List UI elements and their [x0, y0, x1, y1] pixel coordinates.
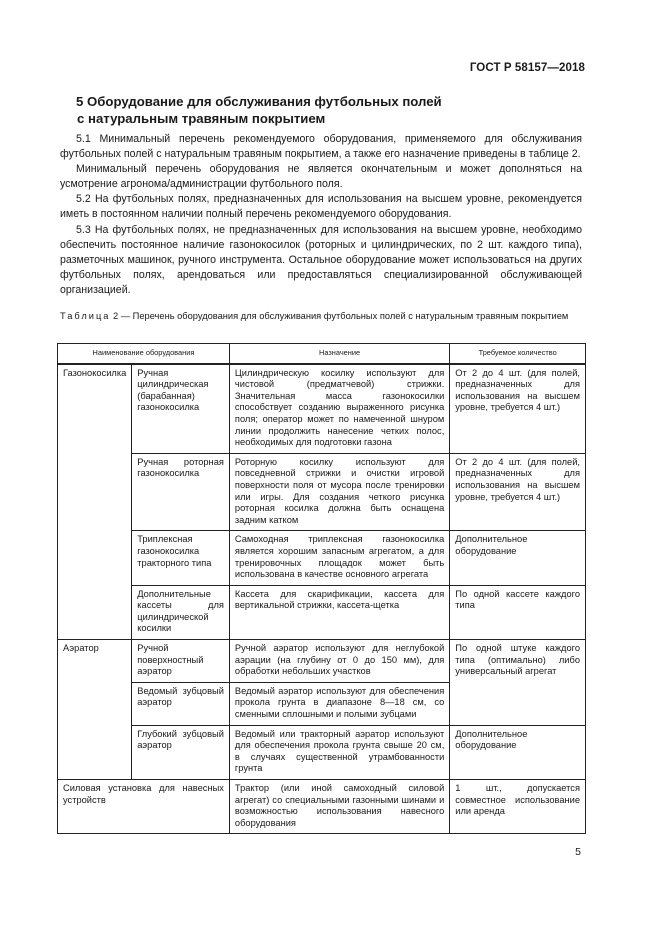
- table-header-row: [58, 344, 586, 364]
- equipment-purpose: Кассета для скарификации, кассета для вертикальной стрижки, кассета-щетка: [229, 585, 449, 639]
- body-text: [60, 132, 582, 298]
- equipment-type: Ручная цилиндрическая (барабанная) газонокосилка: [132, 364, 230, 454]
- equipment-purpose: Самоходная триплексная газонокосилка является хорошим запасным агрегатом, а для тренировочных площадок может быть использована в качестве основного агрегата: [229, 531, 449, 585]
- equipment-type: Силовая установка для навесных устройств: [58, 780, 230, 834]
- equipment-purpose: Ведомый или тракторный аэратор используют для обеспечения прокола грунта свыше 20 см, в случаях существенной утрамбованности грунта: [229, 725, 449, 779]
- equipment-type: Глубокий зубцовый аэратор: [132, 725, 230, 779]
- paragraph-5-2: 5.2 На футбольных полях, предназначенных для использования на высшем уровне, рекомендуется иметь в постоянном наличии полный перечень рекомендуемого оборудования.: [60, 193, 582, 221]
- table-caption-label: Таблица: [60, 311, 111, 321]
- table-row: [58, 531, 586, 585]
- table-row: [58, 364, 586, 454]
- equipment-quantity: 1 шт., допускается совместное использование или аренда: [450, 780, 586, 834]
- equipment-quantity: По одной штуке каждого типа (оптимально) либо универсальный агрегат: [450, 640, 586, 726]
- table-row: [58, 780, 586, 834]
- equipment-purpose: Ведомый аэратор используют для обеспечения прокола грунта в диапазоне 8—18 см, со сменными сплошными и полыми зубцами: [229, 682, 449, 725]
- header-equipment-name: Наименование оборудования: [58, 344, 230, 364]
- equipment-type: Дополнительные кассеты для цилиндрической косилки: [132, 585, 230, 639]
- header-quantity: Требуемое количество: [450, 344, 586, 364]
- group-aerator: Аэратор: [58, 640, 132, 780]
- document-code: ГОСТ Р 58157—2018: [469, 62, 585, 74]
- paragraph-5-3: 5.3 На футбольных полях, не предназначенных для использования на высшем уровне, необходимо обеспечить постоянное наличие газонокосилок (роторных и цилиндрических, по 2 шт. каждого типа), разметочных машинок, ручного инструмента. Остальное оборудование может использоваться на других футбольных полях, арендоваться или предоставляться специализированной обслуживающей организацией.: [60, 223, 582, 296]
- equipment-quantity: Дополнительное оборудование: [450, 531, 586, 585]
- page-number: 5: [575, 846, 581, 858]
- equipment-quantity: От 2 до 4 шт. (для полей, предназначенных для использования на высшем уровне, требуется 4 шт.): [450, 453, 586, 531]
- equipment-purpose: Ручной аэратор используют для неглубокой аэрации (на глубину от 0 до 150 мм), для обработки небольших участков: [229, 640, 449, 683]
- equipment-type: Ведомый зубцовый аэратор: [132, 682, 230, 725]
- section-heading: [76, 93, 576, 127]
- table-row: [58, 453, 586, 531]
- equipment-quantity: По одной кассете каждого типа: [450, 585, 586, 639]
- equipment-quantity: Дополнительное оборудование: [450, 725, 586, 779]
- equipment-type: Ручной поверхностный аэратор: [132, 640, 230, 683]
- equipment-table: [57, 343, 586, 834]
- group-mower: Газонокосилка: [58, 364, 132, 640]
- equipment-purpose: Трактор (или иной самоходный силовой агрегат) со специальными газонными шинами и возможностью использования навесного оборудования: [229, 780, 449, 834]
- table-row: [58, 725, 586, 779]
- equipment-type: Ручная роторная газонокосилка: [132, 453, 230, 531]
- table-caption-text: 2 — Перечень оборудования для обслуживания футбольных полей с натуральным травяным покрытием: [110, 311, 569, 321]
- table-caption: [60, 311, 582, 323]
- equipment-quantity: От 2 до 4 шт. (для полей, предназначенных для использования на высшем уровне, требуется 4 шт.): [450, 364, 586, 454]
- section-heading-line-1: 5 Оборудование для обслуживания футбольных полей: [76, 94, 442, 109]
- paragraph-5-1: 5.1 Минимальный перечень рекомендуемого оборудования, применяемого для обслуживания футбольных полей с натуральным травяным покрытием, а также его назначение приведены в таблице 2.: [60, 133, 582, 161]
- equipment-purpose: Роторную косилку используют для повседневной стрижки и очистки игровой поверхности поля от мусора после тренировки или игры. Для создания четкого рисунка роторная косилка должна быть оснащена задним катком: [229, 453, 449, 531]
- table-row: [58, 640, 586, 683]
- equipment-type: Триплексная газонокосилка тракторного типа: [132, 531, 230, 585]
- table-row: [58, 585, 586, 639]
- section-heading-line-2: с натуральным травяным покрытием: [77, 111, 326, 126]
- paragraph-5-1-note: Минимальный перечень оборудования не является окончательным и может дополняться на усмотрение агронома/администрации футбольного поля.: [60, 163, 582, 191]
- header-purpose: Назначение: [229, 344, 449, 364]
- equipment-purpose: Цилиндрическую косилку используют для чистовой (предматчевой) стрижки. Значительная масса газонокосилки способствует созданию выраженного рисунка поля; оператор может по намеченной шнуром линии продолжить нанесение четких полос, необходимых для подготовки газона: [229, 364, 449, 454]
